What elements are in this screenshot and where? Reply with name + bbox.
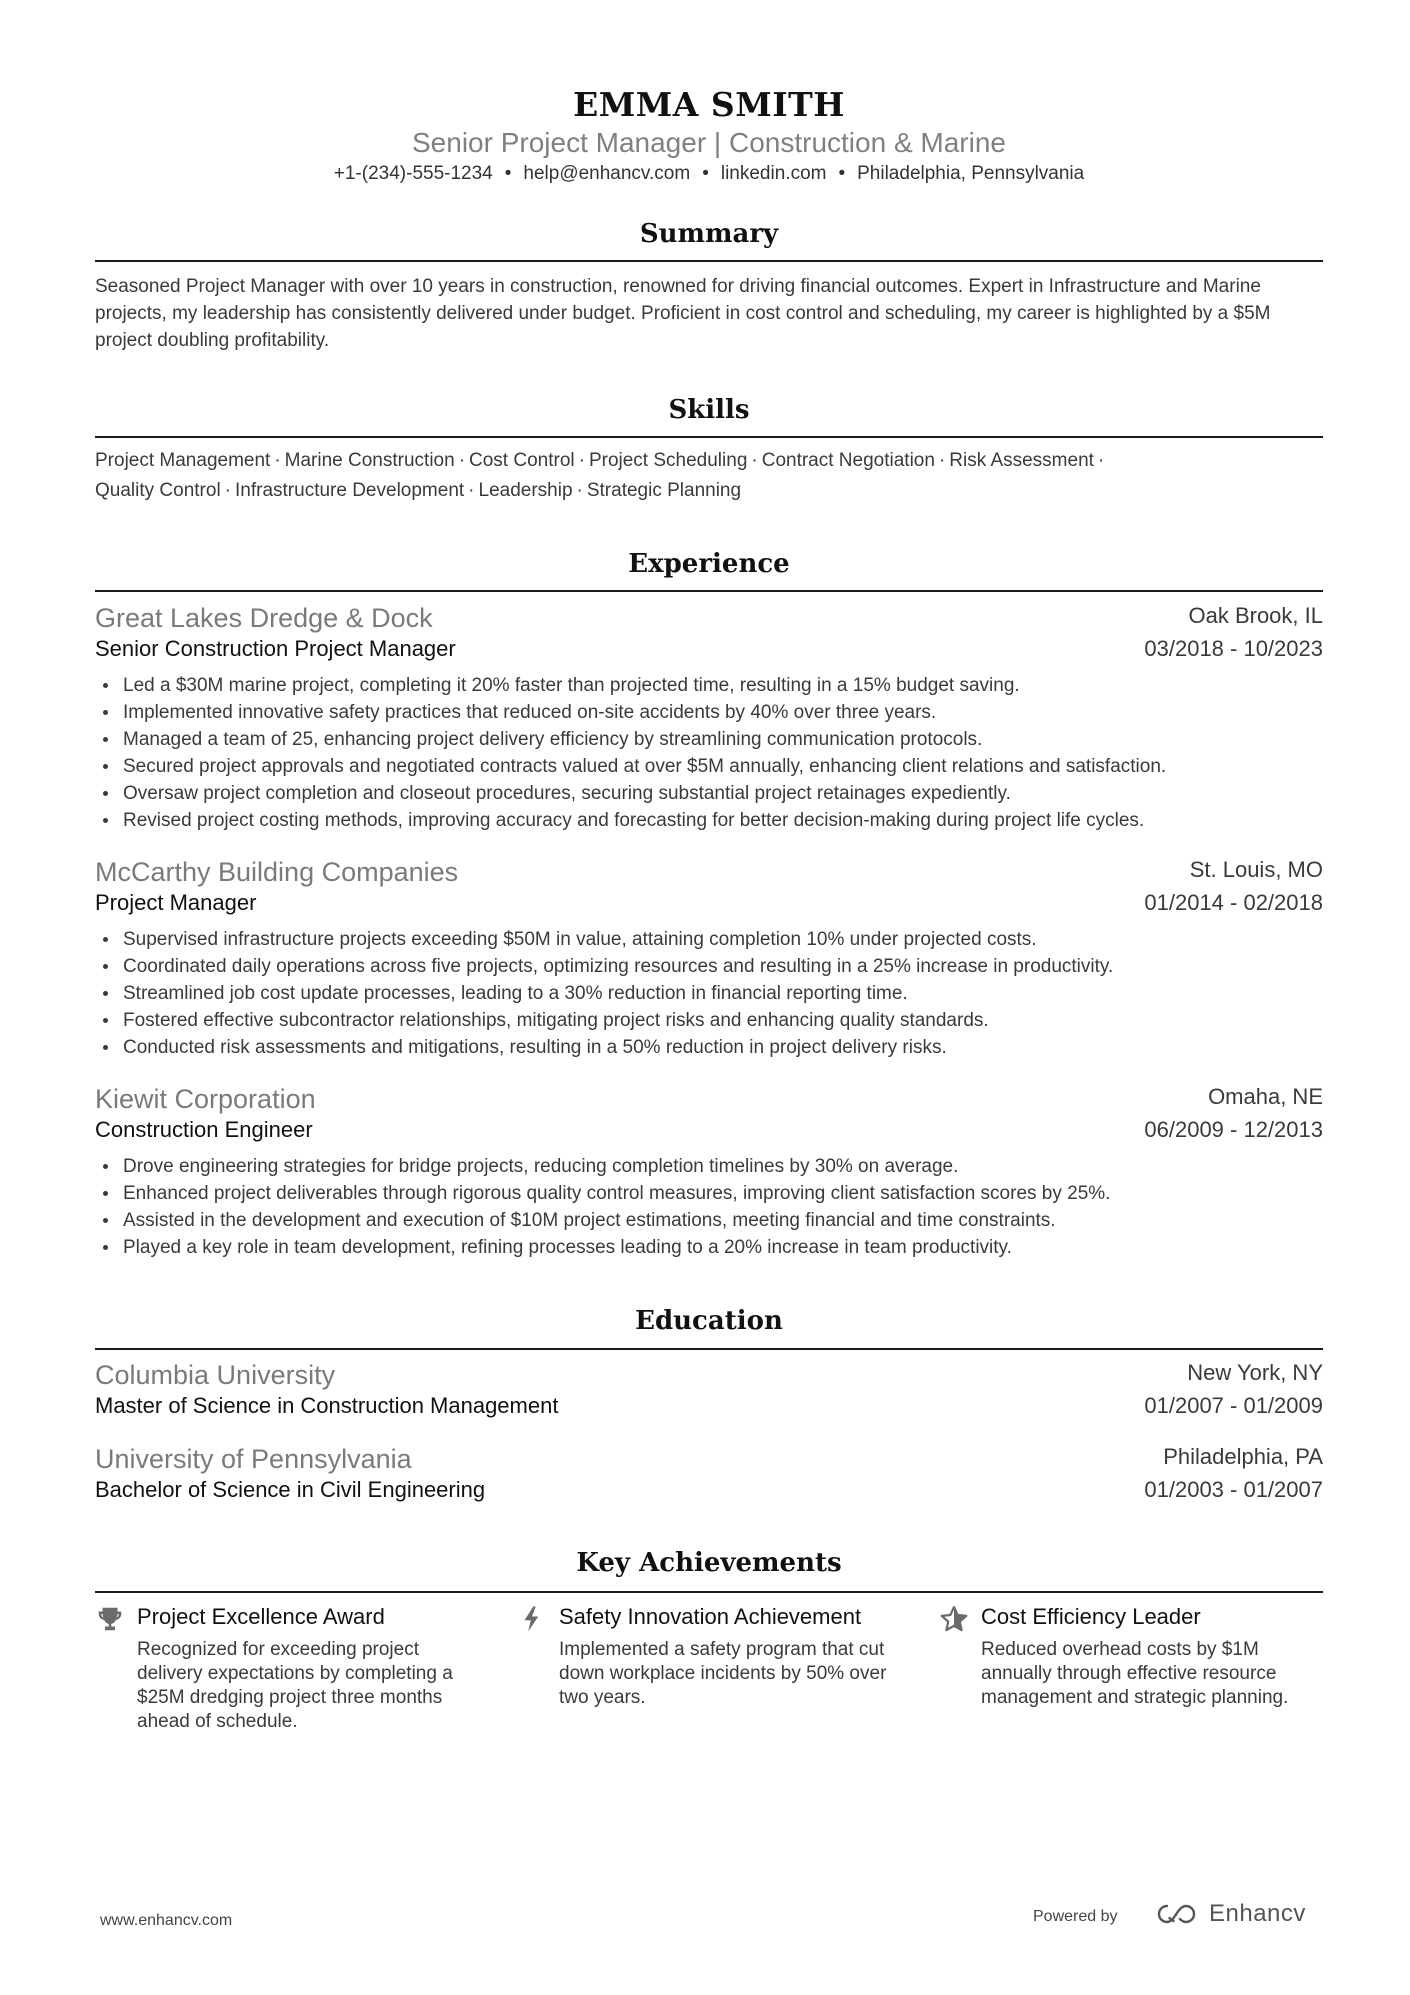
entry-subheader-row — [95, 890, 1323, 923]
skill-item: Project Management — [95, 450, 271, 471]
section-divider — [95, 260, 1323, 262]
bullet-list — [95, 926, 1323, 1061]
degree: Master of Science in Construction Management — [95, 1393, 559, 1418]
degree: Bachelor of Science in Civil Engineering — [95, 1477, 486, 1502]
star-icon — [939, 1604, 969, 1634]
entry-subheader-row — [95, 1477, 1323, 1510]
summary-text: Seasoned Project Manager with over 10 years in construction, renowned for driving financial outcomes. Expert in Infrastructure and Marine projects, my leadership has consistently delivered under budget. Proficient in cost control and scheduling, my career is highlighted by a $5M project doubling profitability. — [95, 276, 1271, 351]
separator: • — [702, 163, 709, 184]
company-name: Kiewit Corporation — [95, 1084, 316, 1114]
school-name: Columbia University — [95, 1360, 336, 1390]
contact-line — [95, 163, 1323, 185]
section-divider — [95, 1591, 1323, 1593]
skill-separator: · — [274, 450, 281, 471]
bullet-item: Coordinated daily operations across five projects, optimizing resources and resulting in a 25% increase in productivity. — [123, 953, 1323, 980]
skill-item: Project Scheduling — [588, 450, 748, 471]
brand-name: Enhancv — [1209, 1900, 1306, 1927]
skills-list — [95, 446, 1235, 506]
bullet-item: Enhanced project deliverables through rigorous quality control measures, improving client satisfaction scores by 25%. — [123, 1180, 1323, 1207]
job-location: Omaha, NE — [1208, 1084, 1323, 1109]
skill-item: Quality Control — [95, 480, 221, 501]
bullet-item: Revised project costing methods, improving accuracy and forecasting for better decision-making during project life cycles. — [123, 807, 1323, 834]
candidate-name: EMMA SMITH — [573, 85, 845, 124]
job-title: Construction Engineer — [95, 1117, 313, 1142]
skill-separator: · — [224, 480, 231, 501]
section-divider — [95, 1348, 1323, 1350]
bullet-item: Fostered effective subcontractor relationships, mitigating project risks and enhancing quality standards. — [123, 1007, 1323, 1034]
achievements-heading: Key Achievements — [576, 1548, 842, 1578]
entry-header-row — [95, 857, 1323, 890]
bullet-item: Supervised infrastructure projects exceeding $50M in value, attaining completion 10% under projected costs. — [123, 926, 1323, 953]
education-entry — [95, 1444, 1323, 1510]
lightning-icon — [517, 1604, 547, 1634]
bullet-item: Implemented innovative safety practices that reduced on-site accidents by 40% over three years. — [123, 699, 1323, 726]
bullet-item: Streamlined job cost update processes, leading to a 30% reduction in financial reporting time. — [123, 980, 1323, 1007]
skill-item: Strategic Planning — [586, 480, 742, 501]
entry-header-row — [95, 603, 1323, 636]
education-dates: 01/2003 - 01/2007 — [1144, 1477, 1323, 1502]
trophy-icon — [95, 1604, 125, 1634]
entry-header-row — [95, 1360, 1323, 1393]
job-title: Senior Construction Project Manager — [95, 636, 456, 661]
job-location: Oak Brook, IL — [1188, 603, 1323, 628]
school-name: University of Pennsylvania — [95, 1444, 412, 1474]
section-divider — [95, 436, 1323, 438]
phone: +1-(234)-555-1234 — [333, 163, 493, 184]
separator: • — [838, 163, 846, 184]
brand-logo[interactable] — [1155, 1900, 1306, 1928]
achievement-title: Cost Efficiency Leader — [981, 1604, 1201, 1629]
separator: • — [504, 163, 512, 184]
email-link[interactable]: help@enhancv.com — [523, 163, 691, 184]
experience-entry — [95, 603, 1323, 834]
job-location: St. Louis, MO — [1189, 857, 1323, 882]
bullet-item: Led a $30M marine project, completing it 20% faster than projected time, resulting in a 15% budget saving. — [123, 672, 1323, 699]
job-dates: 01/2014 - 02/2018 — [1144, 890, 1323, 915]
school-location: New York, NY — [1187, 1360, 1323, 1385]
bullet-item: Assisted in the development and execution of $10M project estimations, meeting financial and time constraints. — [123, 1207, 1323, 1234]
experience-heading: Experience — [628, 549, 790, 579]
bullet-item: Managed a team of 25, enhancing project delivery efficiency by streamlining communication protocols. — [123, 726, 1323, 753]
company-name: Great Lakes Dredge & Dock — [95, 603, 433, 633]
education-entry — [95, 1360, 1323, 1426]
location: Philadelphia, Pennsylvania — [857, 163, 1085, 184]
bullet-list — [95, 672, 1323, 834]
achievement-title: Safety Innovation Achievement — [559, 1604, 862, 1629]
bullet-item: Conducted risk assessments and mitigations, resulting in a 50% reduction in project delivery risks. — [123, 1034, 1323, 1061]
skill-item: Leadership — [478, 480, 573, 501]
job-title: Project Manager — [95, 890, 257, 915]
skill-separator: · — [458, 450, 466, 471]
job-dates: 03/2018 - 10/2023 — [1144, 636, 1323, 661]
skill-item: Contract Negotiation — [761, 450, 935, 471]
entry-subheader-row — [95, 636, 1323, 669]
school-location: Philadelphia, PA — [1163, 1444, 1323, 1469]
achievement-title: Project Excellence Award — [137, 1604, 385, 1629]
skill-separator: · — [468, 480, 475, 501]
experience-entry — [95, 857, 1323, 1061]
powered-by-label: Powered by — [1033, 1908, 1118, 1925]
bullet-item: Played a key role in team development, refining processes leading to a 20% increase in team productivity. — [123, 1234, 1323, 1261]
skill-item: Risk Assessment — [949, 450, 1094, 471]
skill-item: Cost Control — [469, 450, 575, 471]
skill-separator: · — [578, 450, 585, 471]
experience-entry — [95, 1084, 1323, 1261]
entry-header-row — [95, 1084, 1323, 1117]
bullet-item: Secured project approvals and negotiated contracts valued at over $5M annually, enhancing client relations and satisfaction. — [123, 753, 1323, 780]
skill-item: Marine Construction — [284, 450, 455, 471]
candidate-headline: Senior Project Manager | Construction & Marine — [412, 127, 1006, 158]
linkedin-link[interactable]: linkedin.com — [720, 163, 827, 184]
education-heading: Education — [635, 1306, 783, 1336]
entry-subheader-row — [95, 1393, 1323, 1426]
achievement-description: Implemented a safety program that cut down workplace incidents by 50% over two years. — [559, 1639, 887, 1708]
bullet-item: Oversaw project completion and closeout procedures, securing substantial project retainages expediently. — [123, 780, 1323, 807]
section-divider — [95, 590, 1323, 592]
company-name: McCarthy Building Companies — [95, 857, 459, 887]
skill-separator: · — [1097, 450, 1105, 471]
website-link[interactable]: www.enhancv.com — [100, 1912, 233, 1929]
skill-separator: · — [938, 450, 946, 471]
enhancv-logo-icon — [1155, 1902, 1201, 1926]
entry-header-row — [95, 1444, 1323, 1477]
summary-heading: Summary — [639, 219, 779, 249]
education-dates: 01/2007 - 01/2009 — [1144, 1393, 1323, 1418]
skill-separator: · — [751, 450, 758, 471]
achievement-description: Recognized for exceeding project delivery expectations by completing a $25M dredging project three months ahead of schedule. — [137, 1639, 453, 1732]
achievement-description: Reduced overhead costs by $1M annually through effective resource management and strategic planning. — [981, 1639, 1289, 1708]
skill-separator: · — [576, 480, 583, 501]
skills-heading: Skills — [668, 395, 750, 425]
job-dates: 06/2009 - 12/2013 — [1144, 1117, 1323, 1142]
skill-item: Infrastructure Development — [235, 480, 465, 501]
bullet-item: Drove engineering strategies for bridge projects, reducing completion timelines by 30% on average. — [123, 1153, 1323, 1180]
bullet-list — [95, 1153, 1323, 1261]
entry-subheader-row — [95, 1117, 1323, 1150]
